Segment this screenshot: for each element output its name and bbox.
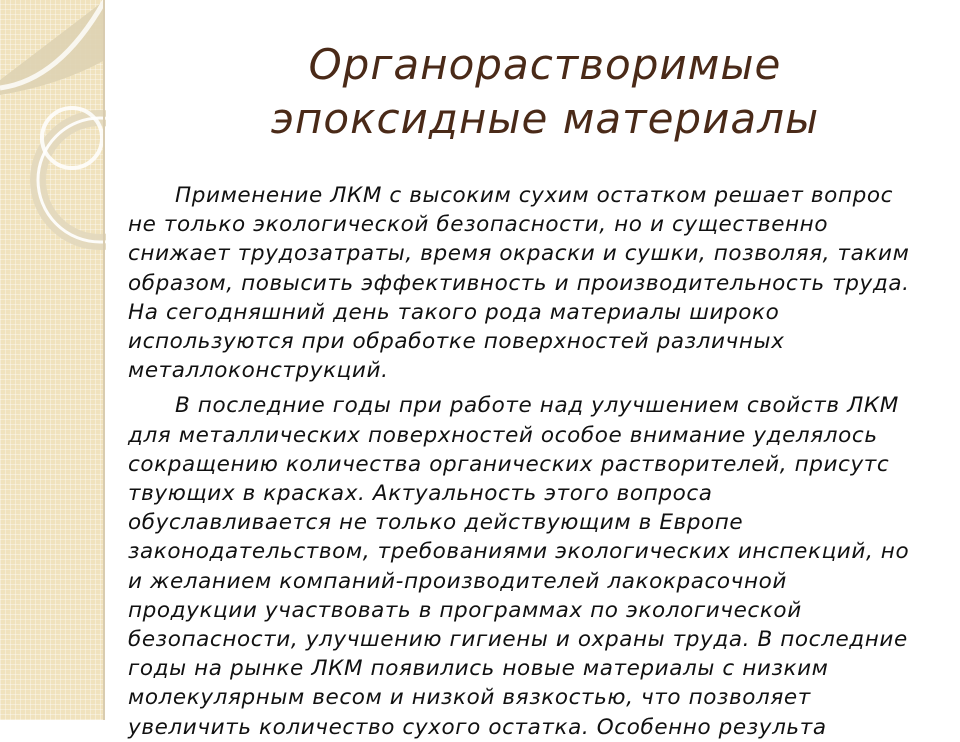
text-line: сокращению количества органических растворителей, присутс (128, 451, 890, 477)
text-line: молекулярным весом и низкой вязкостью, что позволяет (128, 685, 811, 711)
slide-title-line-2: эпоксидные материалы (270, 94, 820, 143)
text-line: и желанием компаний-производителей лакокрасочной (128, 568, 787, 594)
decorative-circles (0, 0, 106, 720)
text-line: безопасности, улучшению гигиены и охраны труда. В последние (128, 627, 908, 653)
text-line: снижает трудозатраты, время окраски и сушки, позволяя, таким (128, 241, 910, 267)
text-line: твующих в красках. Актуальность этого вопроса (128, 481, 713, 507)
paragraph-2 (128, 391, 948, 741)
decorative-arc-top (0, 0, 105, 95)
text-line: продукции участвовать в программах по экологической (128, 597, 802, 623)
text-line: годы на рынке ЛКМ появились новые материалы с низким (128, 656, 829, 682)
text-line: обуславливается не только действующим в Европе (128, 510, 744, 536)
text-line: На сегодняшний день такого рода материалы широко (128, 299, 780, 325)
slide-title (150, 38, 940, 146)
text-line: для металлических поверхностей особое внимание уделялось (128, 422, 878, 448)
slide-title-line-1: Органорастворимые (308, 40, 782, 89)
text-line: металлоконструкций. (128, 358, 389, 384)
text-line: используются при обработке поверхностей различных (128, 329, 785, 355)
text-line: образом, повысить эффективность и производительность труда. (128, 270, 910, 296)
text-line: увеличить количество сухого остатка. Особенно результа (128, 714, 827, 740)
text-line: Применение ЛКМ с высоким сухим остатком решает вопрос (175, 183, 894, 208)
text-line: законодательством, требованиями экологических инспекций, но (128, 539, 910, 565)
text-line: В последние годы при работе над улучшением свойств ЛКМ (175, 393, 899, 419)
side-divider (103, 0, 105, 720)
decorative-ring-large (38, 118, 106, 242)
slide-body (128, 181, 948, 742)
paragraph-1 (128, 181, 948, 385)
text-line: не только экологической безопасности, но и существенно (128, 212, 829, 238)
